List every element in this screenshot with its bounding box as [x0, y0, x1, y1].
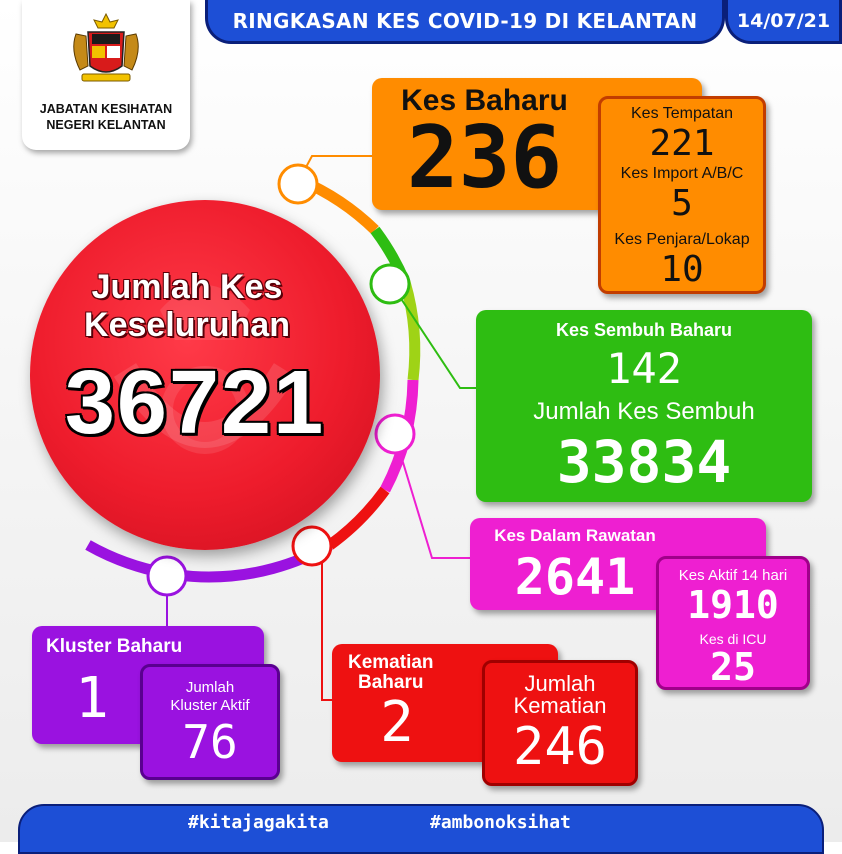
arc-segment-lime: [405, 282, 415, 380]
active-clusters-value: 76: [182, 715, 238, 769]
active-clusters-card: [140, 664, 280, 780]
total-title-line-2: Keseluruhan: [84, 306, 290, 344]
total-value: 36721: [64, 353, 326, 453]
active-cases-value: 1910: [687, 583, 779, 627]
node-orange: [279, 165, 317, 203]
prison-cases-value: 10: [660, 249, 704, 290]
import-cases-label: Kes Import A/B/C: [620, 165, 744, 182]
active-cases-label: Kes Aktif 14 hari: [678, 567, 788, 584]
new-deaths-value: 2: [380, 690, 414, 755]
logo-line-1: JABATAN KESIHATAN: [39, 102, 173, 116]
new-clusters-value: 1: [75, 666, 109, 731]
node-magenta: [376, 415, 414, 453]
new-deaths-label-line-1: Kematian: [348, 652, 434, 673]
total-deaths-label-line-2: Kematian: [513, 693, 607, 718]
hashtag-1: #kitajagakita: [188, 812, 329, 833]
header-title: RINGKASAN KES COVID-19 DI KELANTAN: [232, 8, 698, 33]
date-text: 14/07/21: [736, 9, 831, 32]
local-cases-value: 221: [649, 123, 715, 164]
recovered-card: [476, 310, 812, 502]
total-cases-circle: [30, 200, 380, 550]
local-cases-label: Kes Tempatan: [631, 105, 733, 122]
logo-line-2: NEGERI KELANTAN: [46, 118, 166, 132]
treatment-value: 2641: [514, 548, 636, 606]
active-clusters-label-line-2: Kluster Aktif: [170, 697, 250, 714]
total-deaths-value: 246: [513, 717, 607, 777]
icu-label: Kes di ICU: [699, 631, 767, 647]
treatment-label: Kes Dalam Rawatan: [494, 526, 656, 545]
active-cases-card: [656, 556, 810, 690]
active-clusters-label-line-1: Jumlah: [185, 679, 235, 696]
new-cases-breakdown-card: [598, 96, 766, 294]
line-treatment: [395, 436, 470, 558]
recovered-new-value: 142: [606, 344, 682, 393]
import-cases-value: 5: [671, 183, 693, 224]
recovered-total-label: Jumlah Kes Sembuh: [533, 398, 755, 425]
recovered-total-value: 33834: [556, 428, 732, 496]
hashtag-2: #ambonoksihat: [430, 812, 571, 833]
total-title-line-1: Jumlah Kes: [91, 268, 283, 306]
prison-cases-label: Kes Penjara/Lokap: [614, 231, 750, 248]
recovered-new-label: Kes Sembuh Baharu: [555, 320, 733, 340]
line-deaths: [314, 546, 332, 700]
total-deaths-label-line-1: Jumlah: [524, 671, 596, 696]
new-cases-value: 236: [406, 108, 563, 208]
new-cases-title: Kes Baharu: [401, 84, 568, 117]
new-deaths-label-line-2: Baharu: [358, 672, 424, 693]
icu-value: 25: [710, 645, 756, 689]
node-purple: [148, 557, 186, 595]
footer-bar: [18, 804, 824, 854]
total-deaths-card: [482, 660, 638, 786]
new-clusters-label: Kluster Baharu: [46, 636, 183, 657]
